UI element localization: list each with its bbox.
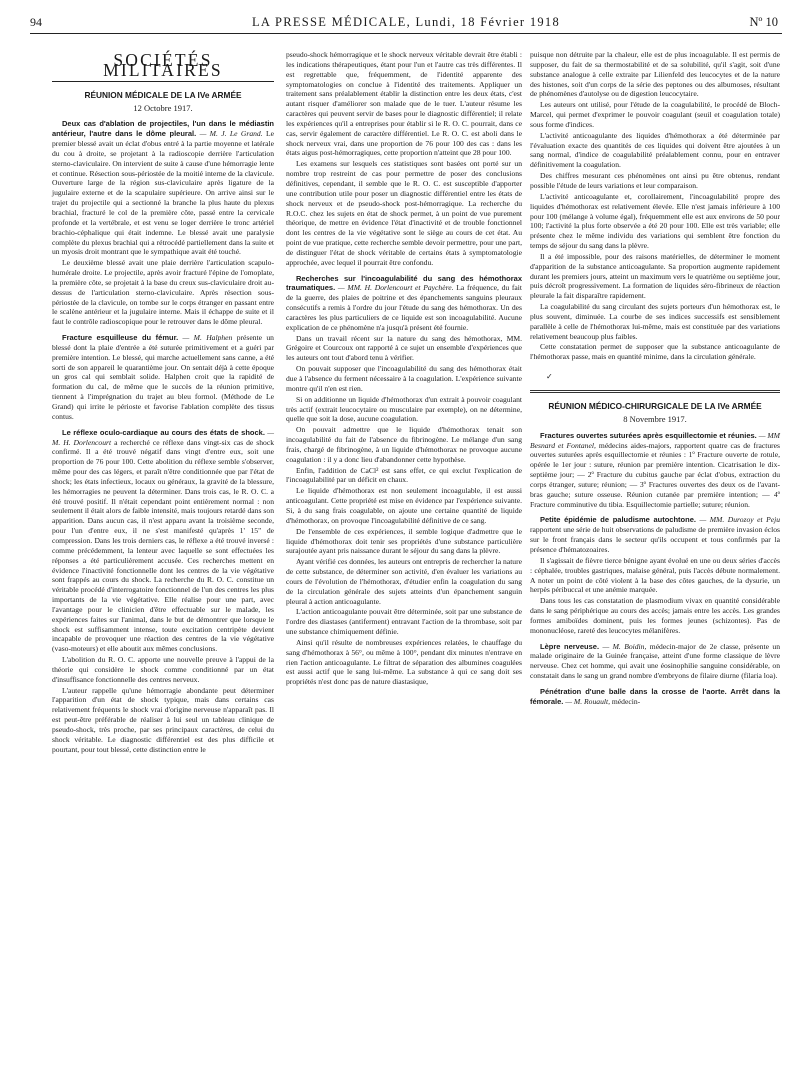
column-1: [52, 50, 274, 755]
article-text: Cette constatation permet de supposer que la substance anticoagulante de l'hémothorax passe, mais en quantité minime, dans la circulation générale.: [530, 342, 780, 362]
article-title: Pénétration d'une balle dans la crosse de l'aorte. Arrêt dans la fémorale.: [530, 686, 780, 706]
article-text: Ainsi qu'il résulte de nombreuses expériences relatées, le chauffage du sang d'hémothorax à 56°, ou même à 100°, pendant dix minutes n'entrave en rien l'action anticoagulante. Le filtrat de séparation des albumines coagulées est aussi actif que le sang lui-même. La substance à qui ce sang doit ses propriétés n'est donc pas de nature diastasique,: [286, 637, 522, 687]
article-text: Le liquide d'hémothorax est non seulement incoagulable, il est aussi anticoagulant. Cette propriété est mise en évidence par l'expérience suivante. Si, à du sang frais coagulable, on ajoute une certaine quantité de liquide d'hémothorax, on provoque l'incoagulabilité définitive de ce sang.: [286, 486, 522, 525]
article-author: — MM. Durozoy et Peju: [699, 515, 781, 525]
page-number: 94: [30, 15, 42, 29]
article-paragraph: [530, 687, 780, 707]
article-author: — MM Besnard et Fontanel,: [530, 430, 780, 450]
article-text: Il a été impossible, pour des raisons matérielles, de déterminer le moment d'apparition de la substance anticoagulante. Sa proportion augmente rapidement durant les premiers jours, atteint un maximum vers le quatrième ou septième jour, puis décroît progressivement. La formation de liquides séro-fibrineux de réaction pleurale la fait disparaître rapidement.: [530, 251, 780, 301]
article-author: — M. J. Le Grand.: [199, 129, 263, 139]
divider: [530, 390, 780, 393]
page-header: [30, 15, 782, 34]
divider: [52, 81, 274, 82]
article-paragraph: [52, 119, 274, 257]
article-text: rapportent une série de huit observations de paludisme de première invasion éclos sur le front français dans le secteur qu'ils occupent et tous confirmés par la présence d'hématozoaires.: [530, 525, 780, 554]
article-text: Ayant vérifié ces données, les auteurs ont entrepris de rechercher la nature de cette substance, de déterminer son activité, d'en évaluer les variations au cours de l'évolution de l'hémothorax, d'étudier enfin la coagulation du sang de la circulation générale des sujets atteints d'un épanchement sanguin pleural à action anticoagulante.: [286, 557, 522, 606]
article-text: Dans un travail récent sur la nature du sang des hémothorax, MM. Grégoire et Courcoux ont rapporté à ce sujet un ensemble d'expériences que les auteurs ont tout d'abord tenu à vérifier.: [286, 333, 522, 363]
section-title: SOCIÉTÉS MILITAIRES: [103, 50, 223, 80]
meeting-title: RÉUNION MÉDICALE DE LA IVe ARMÉE: [84, 89, 242, 100]
article-text: La coagulabilité du sang circulant des sujets porteurs d'un hémothorax est, le plus souvent, diminuée. La courbe de ses indices successifs est sensiblement parallèle à celle de l'hémothorax lui-même, mais est constituée par des variations relativement beaucoup plus faibles.: [530, 302, 780, 341]
article-text: L'abolition du R. O. C. apporte une nouvelle preuve à l'appui de la théorie qui considère le shock comme conditionné par un état d'insuffisance fonctionnelle des centres nerveux.: [52, 655, 274, 684]
article-paragraph: [530, 642, 780, 681]
article-author: — M. Boidin,: [602, 641, 647, 651]
article-title: Le réflexe oculo-cardiaque au cours des états de shock.: [62, 427, 265, 437]
article-title: Fractures ouvertes suturées après esquillectomie et réunies.: [540, 430, 757, 440]
article-text: L'auteur rappelle qu'une hémorragie abondante peut déterminer l'apparition d'un état de shock typique, mais dans certains cas relativement fréquents le shock vrai d'origine nerveuse n'apparaît pas. Il est peut-être préférable de réaliser à lui seul un tableau clinique de pseudo-shock, très proche, par ses principaux caractères, de celui du shock véritable. Le diagnostic différentiel est des plus difficile et pourtant, pour tout blessé, cette distinction entre le: [52, 685, 274, 754]
article-text: L'action anticoagulante pouvait être déterminée, soit par une substance de l'ordre des diastases (antiferment) entravant l'action de la thrombase, soit par une substance chimiquement définie.: [286, 607, 522, 637]
article-text: De l'ensemble de ces expériences, il semble logique d'admettre que le liquide d'hémothorax doit tenir ses propriétés d'une substance particulière surajoutée ayant pris naissance durant le séjour du sang dans la plèvre.: [286, 526, 522, 556]
meeting-title: RÉUNION MÉDICO-CHIRURGICALE DE LA IVe ARMÉE: [548, 401, 762, 411]
article-author: — M. Rouault,: [565, 696, 610, 706]
article-author: — M. Halphen: [182, 333, 233, 343]
article-paragraph: [530, 431, 780, 510]
article-paragraph: [52, 428, 274, 654]
issue-number: Nº 10: [749, 15, 778, 29]
article-text: Des chiffres mesurant ces phénomènes ont ainsi pu être obtenus, rendant possible l'étude de leurs variations et leur comparaison.: [530, 171, 780, 190]
article-text: Les examens sur lesquels ces statistiques sont basées ont porté sur un nombre trop restreint de cas pour permettre de poser des conclusions définitives, cependant, il semble que le R. O. C. est susceptible d'apporter une contribution utile pour poser un diagnostic différentiel entre les états de shock nerveux et de pseudo-shock post-hémorragique. La recherche du R.O.C. chez les sujets en état de shock permet, à un point de vue purement théorique, de mettre en évidence l'état d'inactivité et de trouble fonctionnel dont les centres de la vie végétative sont le siège au cours de cet état. Au point de vue pratique, cette recherche semble devoir permettre, pour une part, de distinguer l'état de shock véritable de certains états à symptomatologie approchée, avec lequel il pourrait être confondu.: [286, 159, 522, 267]
article-paragraph: [286, 274, 522, 333]
article-text: Enfin, l'addition de CaCl² est sans effet, ce qui exclut l'explication de l'incoagulabilité par un déficit en chaux.: [286, 465, 522, 485]
article-text: Les auteurs ont utilisé, pour l'étude de la coagulabilité, le procédé de Bloch-Marcel, qui permet d'exprimer le pouvoir coagulant (seuil et coagulation totale) sous forme d'indices.: [530, 100, 780, 129]
check-mark: ✓: [546, 372, 553, 382]
article-text: On pouvait admettre que le liquide d'hémothorax tenait son incoagulabilité du fait de l'absence du fibrinogène. Le mélange d'un sang frais, chargé de fibrinogène, à un liquide d'hémothorax ne provoque aucune coagulation : il y a donc lieu d'abandonner cette hypothèse.: [286, 425, 522, 464]
article-text: médecin-: [611, 696, 641, 706]
journal-title: LA PRESSE MÉDICALE, Lundi, 18 Février 1918: [251, 15, 561, 29]
meeting-date: 8 Novembre 1917.: [623, 413, 687, 424]
article-author: — M. H. Dorlencourt: [52, 427, 274, 447]
article-text: médecin-major de 2e classe, présente un malade originaire de la Guinée française, atteint d'une forme classique de lèvre nerveuse. Chez cet homme, qui avait une éosinophilie sanguine considérable, on constatait dans le sang un grand nombre d'embryons de filaire diurne (filaria loa).: [530, 641, 781, 681]
column-3: [530, 50, 780, 707]
article-text: a recherché ce réflexe dans vingt-six cas de shock confirmé. Il a été trouvé négatif dans vingt d'entre eux, soit une proportion de 76 pour 100. Cette abolition du réflexe semble s'observer, même pour des cas légers, et paraît n'être conditionnée que par l'état de shock; les états infectieux, locaux ou généraux, la gravité de la blessure, les hémorragies ne peuvent la déterminer. Dans trois cas, le R. O. C. a été trouvé positif. Il n'était cependant point entièrement normal : non seulement il était alors de faible intensité, mais toujours retardé dans son apparition. Dans aucun cas, il n'est apparu avant la troisième seconde, pour l'un d'entre eux, il ne s'est manifesté qu'après 1' 15" de compression. Dans les trois derniers cas, le réflexe a été trouvé inversé : comme précédemment, la lenteur avec laquelle se sont effectuées les réponses a été particulièrement accusée. Ces recherches mettent en évidence l'inactivité fonctionnelle dont les centres de la vie végétative sont frappés au cours du shock. La recherche du R. O. C. constitue un véritable procédé d'interrogatoire fonctionnel de l'un des centres les plus importants de la vie végétative. Elle réalise pour une part, avec l'avantage pour le clinicien d'être effectuable sur le malade, les expériences faites sur l'animal, dans le but de démontrer que lorsque le shock est suffisamment intense, toute excitation centripète devient incapable de provoquer une réaction des centres de la vie végétative (vaso-moteurs) et elle aboutit aux mêmes conclusions.: [52, 437, 274, 654]
article-paragraph: [52, 333, 274, 422]
article-text: Le premier blessé avait un éclat d'obus entré à la partie moyenne et latérale du cou à droite, se projetant à la radioscopie derrière l'articulation sterno-claviculaire. On intervient de suite à cause d'une hémorragie lente et continue. Résection sous-périostée de la moitié interne de la clavicule. Ouverture large de la région sus-claviculaire après ligature de la jugulaire externe et de la scapulaire supérieure. On arrive ainsi sur le trajet du projectile qui a sectionné la branche la plus haute du plexus brachial, fracturé le col de la première côte, passé entre la cervicale profonde et la vertébrale, et est venu se loger derrière le tronc artériel brachio-céphalique qui était indemne. Le blessé avait une paralysie complète du plexus brachial qui a rétrocédé partiellement dans la suite et un myosis droit montrant que le sympathique avait été touché.: [52, 129, 274, 257]
article-text: La fréquence, du fait de la guerre, des plaies de poitrine et des épanchements sanguins pleuraux consécutifs a remis à l'ordre du jour l'étude du sang des hémothorax. Un des caractères les plus particuliers de ce liquide est son incoagulabilité. Aucune explication de ce phénomène n'a jusqu'à présent été fournie.: [286, 283, 523, 332]
article-text: Le deuxième blessé avait une plaie derrière l'articulation scapulo-humérale droite. Le projectile, après avoir fracturé l'épine de l'omoplate, la première côte, se projetait à la base du creux sus-claviculaire droit au-dessus de l'articulation sterno-claviculaire. Après résection sous-périostée de la clavicule, on tombe sur le corps étranger en passant entre le scalène antérieur et la jugulaire interne. Mais il échappe de suite et il faut le contrôle radioscopique pour le retrouver dans le dôme pleural.: [52, 258, 274, 327]
article-title: Lèpre nerveuse.: [540, 641, 600, 651]
article-text: médecins aides-majors, rapportent quatre cas de fractures ouvertes suturées après esquillectomie et réunies : 1º Fracture ouverte de rotule, opérée le 1er jour : suture, réunion par première intention. Cicatrisation le dix-septième jour; — 2º Fracture du cubitus gauche par éclat d'obus, extraction du corps étranger, suture; réunion; — 3º Fractures ouvertes des deux os de l'avant-bras gauche; suture osseuse. Réunion cutanée par première intention; — 4º Fracture comminutive du tibia. Esquillectomie partielle; suture; réunion.: [530, 440, 781, 509]
article-title: Deux cas d'ablation de projectiles, l'un dans le médiastin antérieur, l'autre dans le dôme pleural.: [52, 119, 274, 139]
article-text: Il s'agissait de fièvre tierce bénigne ayant évolué en une ou deux séries d'accès : céphalée, troubles gastriques, malaise général, puis l'accès débute normalement. A noter un point de côté violent à la base des côtes gauches, de la dysurie, un herpès péribuccal et une anémie marquée.: [530, 555, 780, 595]
article-text: puisque non détruite par la chaleur, elle est de plus incoagulable. Il est permis de supposer, du fait de sa thermostabilité et de sa solubilité, qu'il s'agit, soit d'une substance analogue à celle extraite par Lilienfeld des leucocytes et de la nature des histones, soit d'un corps de la série des peptones ou des albumoses, résultant de phénomènes d'autolyse ou de digestion leucocytaire.: [530, 50, 780, 99]
article-text: Dans tous les cas constatation de plasmodium vivax en quantité considérable dans le sang périphérique au cours des accès; jamais entre les accès. Les grandes formes amiboïdes dominent, puis les formes jeunes (schizontes). Pas de mononucléose, rareté des leucocytes mélanifères.: [530, 596, 780, 635]
article-title: Recherches sur l'incoagulabilité du sang des hémothorax traumatiques.: [286, 273, 522, 293]
meeting-date: 12 Octobre 1917.: [133, 102, 193, 113]
article-title: Petite épidémie de paludisme autochtone.: [540, 515, 696, 525]
article-text: L'activité anticoagulante et, corollairement, l'incoagulabilité propre des liquides d'hémothorax est relativement élevée. Elle n'est jamais inférieure à 100 pour 100 (mélange à volume égal), fréquemment elle est aux environs de 50 pour 100; l'activité la plus forte observée a été 20 pour 100. Elle est très variable; elle présente chez le même individu des variations qui semblent être fonction du temps de séjour du sang dans la plèvre.: [530, 191, 780, 251]
article-paragraph: [530, 515, 780, 554]
article-text: L'activité anticoagulante des liquides d'hémothorax a été déterminée par l'évaluation exacte des quantités de ces liquides qui doivent être ajoutées à un sang normal, d'indice de coagulabilité préalablement connu, pour en entraver définitivement la coagulation.: [530, 130, 780, 170]
article-title: Fracture esquilleuse du fémur.: [62, 333, 179, 343]
article-text: pseudo-shock hémorragique et le shock nerveux véritable devrait être établi : les indications thérapeutiques, étant pour l'un et l'autre cas très différentes. Il est regrettable que, fréquemment, de l'identité apparente des symptomatologies on conclue à l'identité des traitements. Appliquer un traitement sans préalablement établir la distinction entre les deux états, c'est autant risquer d'améliorer son malade que de le tuer. L'auteur résume les caractères qui peuvent servir de bases pour le diagnostic différentiel; il relate les expériences qu'il a entreprises pour établir si le R. O. C. pourrait, dans ce cas, servir également de caractère différentiel. Le R. O. C. est aboli dans le shock nerveux vrai, dans une proportion de 76 pour 100 des cas : dans les états aigus post-hémorragiques, cette proportion n'atteint que 28 pour 100.: [286, 50, 522, 158]
article-text: présente un blessé dont la plaie d'entrée a été suturée primitivement et a guéri par première intention. Le blessé, qui marche actuellement sans canne, a été sorti de son appareil le quarantième jour. On sentait déjà à cette époque un gros cal qui semblait solide. Halphen croit que la rapidité de formation du cal, de même que le succès de la réunion primitive, tiennent à l'imprégnation du trajet au bleu formol. (Méthode de Le Grand) qui irrite le périoste et favorise l'ablation complète des tissus contus.: [52, 333, 274, 421]
article-text: Si on additionne un liquide d'hémothorax d'un extrait à pouvoir coagulant très actif (extrait leucocytaire ou musculaire par exemple), on ne détermine, quelle que soit la dose, aucune coagulation.: [286, 394, 522, 424]
article-author: — MM. H. Dorlencourt et Paychère.: [337, 283, 454, 293]
column-2: [286, 50, 522, 687]
article-text: On pouvait supposer que l'incoagulabilité du sang des hémothorax était due à l'absence du ferment nécessaire à la coagulation. L'expérience suivante montre qu'il n'en est rien.: [286, 364, 522, 393]
